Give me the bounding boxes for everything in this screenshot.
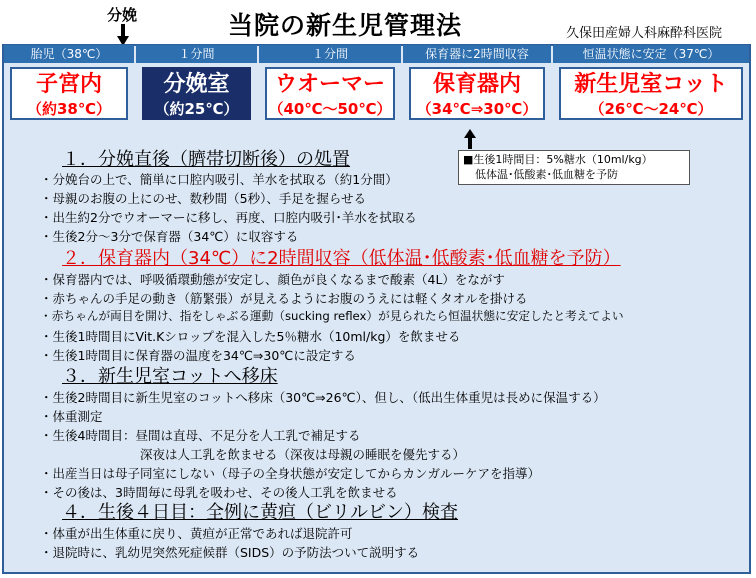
stage-main-label: 分娩室 [163,72,230,97]
section-4-title: ４．生後４日目：全例に黄疸（ビリルビン）検査 [62,502,458,523]
page-title: 当院の新生児管理法 [228,11,463,40]
stage-temperature: （34℃⇒30℃） [416,100,538,118]
note-line: ■生後1時間目：5%糖水（10ml/kg） [463,153,653,166]
list-item: ・保育器内では、呼吸循環動態が安定し、顔色が良くなるまで酸素（4L）をながす [40,272,505,287]
note-box [458,150,690,185]
list-item: 深夜は人工乳を飲ませる（深夜は母親の睡眠を優先する） [40,447,466,462]
list-item: ・母親のお腹の上にのせ、数秒間（5秒）、手足を握らせる [40,191,366,206]
list-item: ・体重が出生体重に戻り、黄疸が正常であれば退院許可 [40,526,353,541]
stage-main-label: 新生児室コット [574,72,728,97]
section-3-title: ３．新生児室コットへ移床 [62,366,278,387]
list-item: ・赤ちゃんの手足の動き（筋緊張）が見えるようにお腹のうえには軽くタオルを掛ける [40,291,528,306]
stage-uterus [4,45,134,123]
list-item: ・体重測定 [40,409,103,424]
stage-box [409,67,545,120]
list-item: ・生後2時間目に新生児室のコットへ移床（30℃⇒26℃）、但し、（低出生体重児は長めに保温する） [40,390,606,405]
stage-header: １分間 [259,45,401,63]
stage-temperature: （約38℃） [26,100,112,118]
list-item: ・出産当日は母子同室にしない（母子の全身状態が安定してからカンガルーケアを指導） [40,466,541,481]
list-item: ・退院時に、乳幼児突然死症候群（SIDS）の予防法ついて説明する [40,545,420,560]
stage-warmer [259,45,401,123]
hospital-name: 久保田産婦人科麻酔科医院 [566,26,723,41]
stage-main-label: 子宮内 [35,72,102,97]
list-item: ・その後は、3時間毎に母乳を吸わせ、その後人工乳を飲ませる [40,485,398,500]
down-arrow-icon [117,24,129,46]
list-item: ・生後2分～3分で保育器（34℃）に収容する [40,229,299,244]
stage-header: 保育器に2時間収容 [403,45,551,63]
list-item: ・赤ちゃんが両目を開け、指をしゃぶる運動（sucking reflex）が見られたら恒温状態に安定したと考えてよい [40,309,624,323]
up-arrow-icon [464,129,476,149]
stage-header: １分間 [136,45,257,63]
stage-main-label: ウオーマー [274,72,385,97]
stage-box [559,67,743,120]
stage-box [10,67,128,120]
list-item: ・出生約2分でウオーマーに移し、再度、口腔内吸引･羊水を拭取る [40,210,417,225]
stage-header: 胎児（38℃） [4,45,134,63]
stage-header: 恒温状態に安定（37℃） [553,45,749,63]
stage-temperature: （40℃〜50℃） [268,100,392,118]
stage-temperature: （26℃〜24℃） [589,100,713,118]
stage-incubator [403,45,551,123]
note-line: 低体温･低酸素･低血糖を予防 [475,168,618,181]
section-1-title: １．分娩直後（臍帯切断後）の処置 [62,149,350,170]
section-2-title: ２．保育器内（34℃）に2時間収容（低体温･低酸素･低血糖を予防） [62,248,621,269]
stage-box [265,67,395,120]
stage-box [142,67,251,120]
list-item: ・分娩台の上で、簡単に口腔内吸引、羊水を拭取る（約1分間） [40,172,398,187]
birth-label: 分娩 [107,6,138,24]
list-item: ・生後1時間目に保育器の温度を34℃⇒30℃に設定する [40,348,356,363]
list-item: ・生後4時間目：昼間は直母、不足分を人工乳で補足する [40,428,361,443]
list-item: ・生後1時間目にVit.Kシロップを混入した5％糖水（10ml/kg）を飲ませる [40,329,461,344]
stage-temperature: （約25℃） [154,100,239,118]
stage-main-label: 保育器内 [432,72,521,97]
stage-delivery-room [136,45,257,123]
stage-nursery-cot [553,45,749,123]
